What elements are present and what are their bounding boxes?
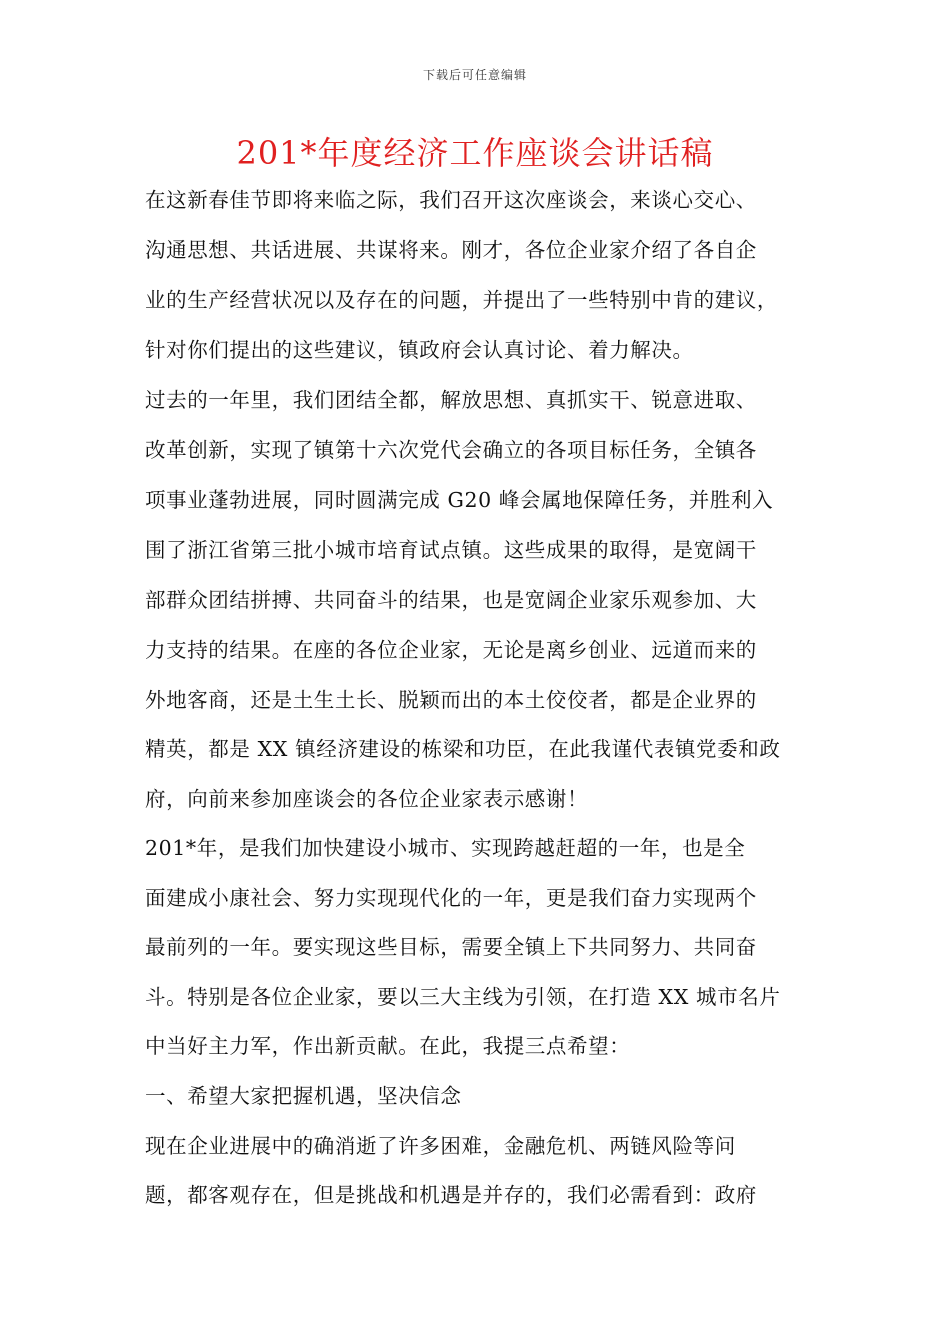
body-line: 改革创新，实现了镇第十六次党代会确立的各项目标任务，全镇各 (145, 438, 757, 462)
body-line: 题，都客观存在，但是挑战和机遇是并存的，我们必需看到：政府 (145, 1183, 757, 1207)
body-line: 项事业蓬勃进展，同时圆满完成 G20 峰会属地保障任务，并胜利入 (145, 488, 774, 512)
body-line: 外地客商，还是土生土长、脱颖而出的本土佼佼者，都是企业界的 (145, 688, 757, 712)
body-line: 精英，都是 XX 镇经济建设的栋梁和功臣，在此我谨代表镇党委和政 (145, 737, 781, 761)
body-line: 面建成小康社会、努力实现现代化的一年，更是我们奋力实现两个 (145, 886, 757, 910)
body-line: 针对你们提出的这些建议，镇政府会认真讨论、着力解决。 (145, 338, 694, 362)
body-line: 斗。特别是各位企业家，要以三大主线为引领，在打造 XX 城市名片 (145, 985, 781, 1009)
header-note: 下载后可任意编辑 (422, 68, 527, 82)
body-line: 最前列的一年。要实现这些目标，需要全镇上下共同努力、共同奋 (145, 935, 757, 959)
body-line: 沟通思想、共话进展、共谋将来。刚才，各位企业家介绍了各自企 (145, 238, 757, 262)
body-line: 业的生产经营状况以及存在的问题，并提出了一些特别中肯的建议， (145, 288, 778, 312)
body-line: 部群众团结拼搏、共同奋斗的结果，也是宽阔企业家乐观参加、大 (145, 588, 757, 612)
section-heading: 一、希望大家把握机遇，坚决信念 (145, 1084, 462, 1108)
body-line: 在这新春佳节即将来临之际，我们召开这次座谈会，来谈心交心、 (145, 188, 757, 212)
body-line: 府，向前来参加座谈会的各位企业家表示感谢！ (145, 787, 589, 811)
body-line: 围了浙江省第三批小城市培育试点镇。这些成果的取得，是宽阔干 (145, 538, 757, 562)
document-title: 201*年度经济工作座谈会讲话稿 (236, 134, 714, 172)
body-line: 中当好主力军，作出新贡献。在此，我提三点希望： (145, 1034, 631, 1058)
body-line: 现在企业进展中的确消逝了许多困难，金融危机、两链风险等问 (145, 1134, 736, 1158)
body-line: 力支持的结果。在座的各位企业家，无论是离乡创业、远道而来的 (145, 638, 757, 662)
body-line: 201*年，是我们加快建设小城市、实现跨越赶超的一年，也是全 (145, 836, 746, 860)
body-line: 过去的一年里，我们团结全都，解放思想、真抓实干、锐意进取、 (145, 388, 757, 412)
